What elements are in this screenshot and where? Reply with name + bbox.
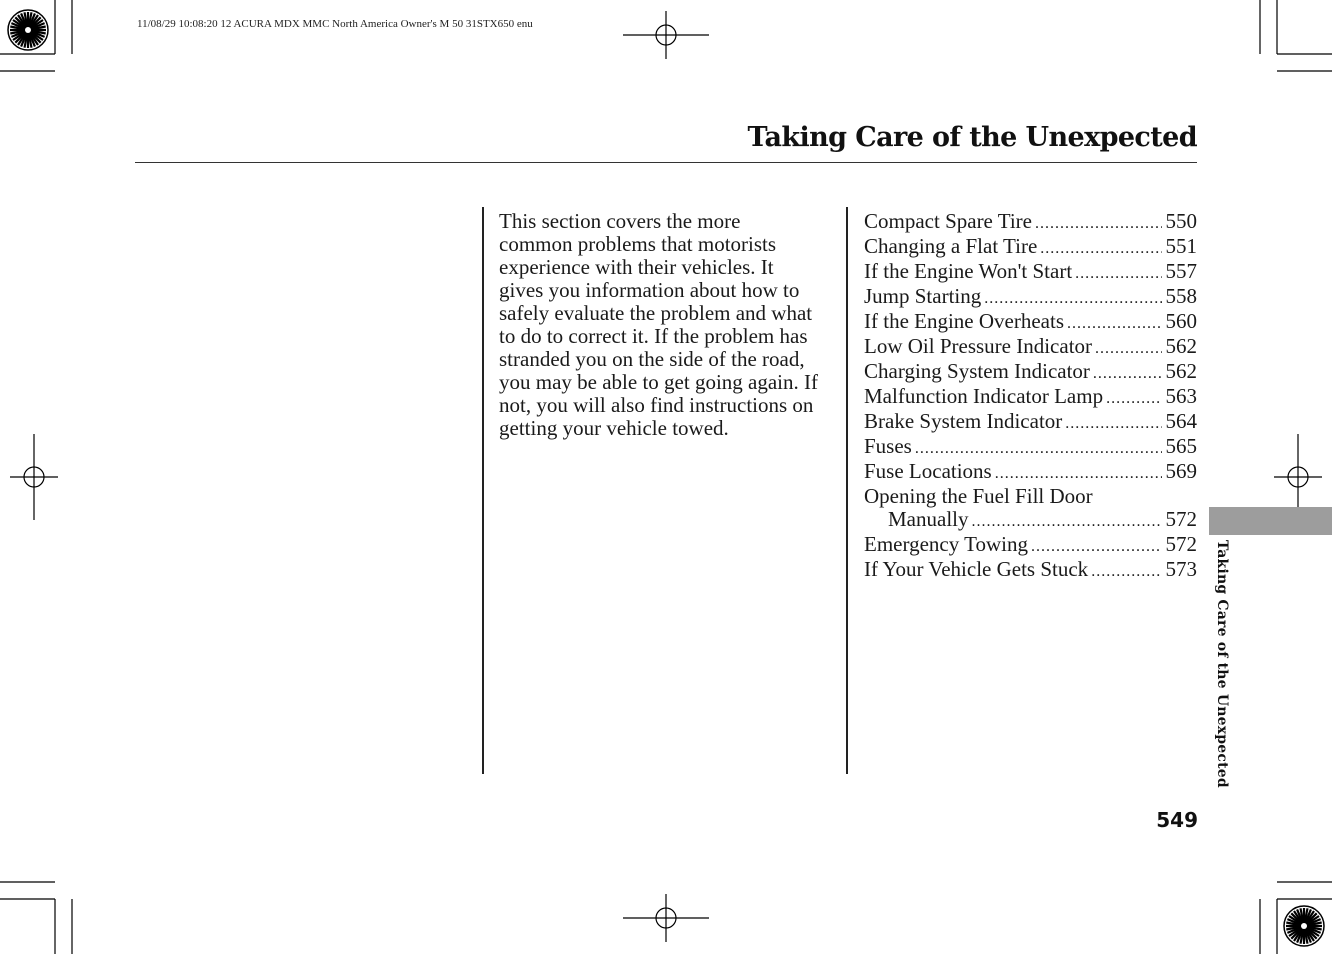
table-of-contents	[864, 210, 1197, 583]
toc-page: 562	[1165, 360, 1197, 383]
toc-entry-fuse-locations[interactable]	[864, 460, 1197, 485]
intro-line: gives you information about how to	[499, 278, 800, 302]
toc-entry-brake-system[interactable]	[864, 410, 1197, 435]
toc-entry-vehicle-stuck[interactable]	[864, 558, 1197, 583]
page-number: 549	[1156, 808, 1198, 832]
toc-entry-engine-overheats[interactable]	[864, 310, 1197, 335]
section-tab-label: Taking Care of the Unexpected	[1214, 540, 1230, 788]
toc-page: 573	[1165, 558, 1197, 581]
section-intro	[499, 210, 844, 440]
toc-label: Charging System Indicator	[864, 360, 1090, 383]
toc-label: Brake System Indicator	[864, 410, 1063, 433]
toc-page: 564	[1165, 410, 1197, 433]
toc-page: 550	[1165, 210, 1197, 233]
toc-entry-emergency-towing[interactable]	[864, 533, 1197, 558]
title-divider	[135, 162, 1197, 163]
toc-page: 560	[1165, 310, 1197, 333]
toc-entry-compact-spare-tire[interactable]	[864, 210, 1197, 235]
toc-leader	[1093, 362, 1162, 385]
toc-label: Opening the Fuel Fill Door	[864, 484, 1093, 508]
toc-label: Changing a Flat Tire	[864, 235, 1038, 258]
intro-line: stranded you on the side of the road,	[499, 347, 805, 371]
toc-entry-low-oil-pressure[interactable]	[864, 335, 1197, 360]
toc-leader	[1067, 312, 1161, 335]
toc-page: 572	[1165, 508, 1197, 531]
toc-label: If Your Vehicle Gets Stuck	[864, 558, 1089, 581]
intro-line: to do to correct it. If the problem has	[499, 324, 808, 348]
toc-label: If the Engine Overheats	[864, 310, 1065, 333]
toc-entry-jump-starting[interactable]	[864, 285, 1197, 310]
toc-page: 557	[1165, 260, 1197, 283]
toc-leader	[1095, 337, 1161, 360]
toc-page: 558	[1165, 285, 1197, 308]
toc-label-continuation: Manually	[888, 508, 969, 531]
toc-leader	[1035, 212, 1162, 235]
intro-line: safely evaluate the problem and what	[499, 301, 813, 325]
toc-label: Fuse Locations	[864, 460, 992, 483]
column-divider-right	[846, 207, 848, 774]
toc-entry-fuses[interactable]	[864, 435, 1197, 460]
toc-label: Low Oil Pressure Indicator	[864, 335, 1093, 358]
toc-page: 551	[1165, 235, 1197, 258]
intro-line: not, you will also find instructions on	[499, 393, 814, 417]
intro-line: you may be able to get going again. If	[499, 370, 818, 394]
toc-leader	[1106, 387, 1161, 410]
toc-entry-engine-wont-start[interactable]	[864, 260, 1197, 285]
toc-page: 562	[1165, 335, 1197, 358]
toc-leader	[984, 287, 1161, 310]
intro-line: experience with their vehicles. It	[499, 255, 774, 279]
toc-leader	[1075, 262, 1161, 285]
intro-line: This section covers the more	[499, 209, 741, 233]
toc-leader	[1091, 560, 1161, 583]
toc-leader	[915, 437, 1162, 460]
page-title: Taking Care of the Unexpected	[747, 122, 1197, 153]
column-divider-left	[482, 207, 484, 774]
toc-page: 569	[1165, 460, 1197, 483]
toc-label: Malfunction Indicator Lamp	[864, 385, 1104, 408]
toc-entry-charging-system[interactable]	[864, 360, 1197, 385]
toc-leader	[1065, 412, 1161, 435]
toc-entry-malfunction-lamp[interactable]	[864, 385, 1197, 410]
print-info-header: 11/08/29 10:08:20 12 ACURA MDX MMC North America Owner's M 50 31STX650 enu	[137, 18, 533, 30]
toc-page: 572	[1165, 533, 1197, 556]
toc-leader	[1040, 237, 1161, 260]
toc-page: 563	[1165, 385, 1197, 408]
toc-label: Fuses	[864, 435, 912, 458]
toc-page: 565	[1165, 435, 1197, 458]
section-tab	[1209, 507, 1332, 535]
toc-label: Emergency Towing	[864, 533, 1028, 556]
intro-line: getting your vehicle towed.	[499, 416, 729, 440]
toc-entry-changing-flat-tire[interactable]	[864, 235, 1197, 260]
toc-leader	[995, 462, 1162, 485]
toc-leader	[1031, 535, 1162, 558]
toc-entry-fuel-fill-door[interactable]	[864, 485, 1197, 533]
toc-label: Compact Spare Tire	[864, 210, 1032, 233]
toc-label: If the Engine Won't Start	[864, 260, 1073, 283]
intro-line: common problems that motorists	[499, 232, 777, 256]
toc-leader	[971, 510, 1161, 533]
toc-label: Jump Starting	[864, 285, 982, 308]
